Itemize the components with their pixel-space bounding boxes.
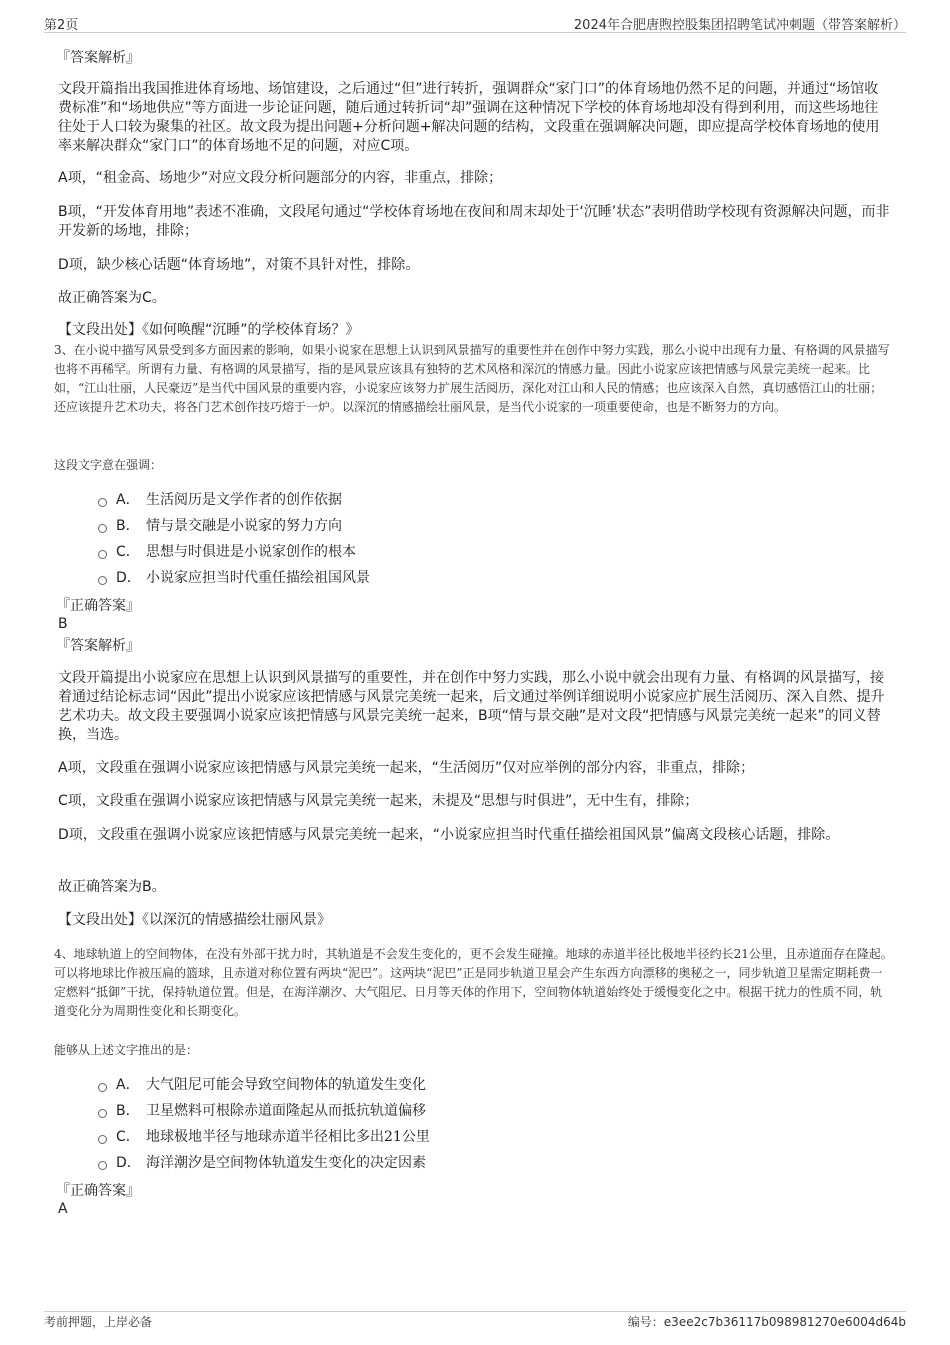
option-text: 生活阅历是文学作者的创作依据 [146, 492, 342, 508]
option-a-analysis: A项，“租金高、场地少”对应文段分析问题部分的内容，非重点，排除； [58, 170, 503, 186]
option-c-analysis: C项，文段重在强调小说家应该把情感与风景完美统一起来，未提及“思想与时俱进”，无中生有，排除； [58, 793, 699, 809]
option-letter: B． [116, 518, 140, 534]
option-letter: C． [116, 544, 140, 560]
correct-answer: B [58, 616, 68, 632]
radio-icon[interactable] [98, 498, 107, 507]
option-text: 大气阻尼可能会导致空间物体的轨道发生变化 [146, 1077, 426, 1093]
source-citation: 【文段出处】《如何唤醒“沉睡”的学校体育场？》 [58, 322, 360, 338]
footer-divider [44, 1311, 906, 1312]
question-4-prompt: 能够从上述文字推出的是： [54, 1043, 199, 1057]
option-letter: D． [116, 1155, 141, 1171]
document-id: 编号：e3ee2c7b36117b098981270e6004d64b [627, 1315, 906, 1329]
option-text: 海洋潮汐是空间物体轨道发生变化的决定因素 [146, 1155, 426, 1171]
analysis-text: 文段开篇指出我国推进体育场地、场馆建设，之后通过“但”进行转折，强调群众“家门口”的体育场地仍然不足的问题，并通过“场馆收费标准”和“场地供应”等方面进一步论证问题，随后通过转折词“却”强调在这种情况下学校的体育场地却没有得到利用，而这些场地往往处于人口较为聚集的社区。故文段为提出问题+分析问题+解决问题的结构，文段重在强调解决问题，即应提高学校体育场地的使用率来解决群众“家门口”的体育场地不足的问题，对应C项。 [58, 81, 880, 154]
option-a-analysis: A项，文段重在强调小说家应该把情感与风景完美统一起来，“生活阅历”仅对应举例的部分内容，非重点，排除； [58, 760, 755, 776]
option-letter: A． [116, 492, 140, 508]
option-letter: D． [116, 570, 141, 586]
radio-icon[interactable] [98, 524, 107, 533]
analysis-heading: 『答案解析』 [56, 50, 140, 66]
answer-conclusion: 故正确答案为C。 [58, 290, 166, 306]
radio-icon[interactable] [98, 1109, 107, 1118]
option-d-analysis: D项，文段重在强调小说家应该把情感与风景完美统一起来，“小说家应担当时代重任描绘祖国风景”偏离文段核心话题，排除。 [58, 827, 840, 843]
answer-heading: 『正确答案』 [56, 598, 140, 614]
q3-option-a[interactable] [98, 490, 342, 510]
question-3-prompt: 这段文字意在强调： [54, 458, 163, 472]
option-letter: B． [116, 1103, 140, 1119]
question-3-stem: 3、在小说中描写风景受到多方面因素的影响，如果小说家在思想上认识到风景描写的重要性并在创作中努力实践，那么小说中出现有力量、有格调的风景描写也将不再稀罕。所谓有力量、有格调的风景描写，指的是风景应该具有独特的艺术风格和深沉的情感力量。因此小说家应该把情感与风景完美统一起来。比如，“江山壮丽，人民豪迈”是当代中国风景的重要内容，小说家应该努力扩展生活阅历，深化对江山和人民的情感；也应该深入自然，真切感悟江山的壮丽；还应该提升艺术功夫，将各门艺术创作技巧熔于一炉。以深沉的情感描绘壮丽风景，是当代小说家的一项重要使命，也是不断努力的方向。 [54, 343, 890, 414]
radio-icon[interactable] [98, 576, 107, 585]
source-citation: 【文段出处】《以深沉的情感描绘壮丽风景》 [58, 912, 331, 928]
question-4-stem: 4、地球轨道上的空间物体，在没有外部干扰力时，其轨道是不会发生变化的，更不会发生碰撞。地球的赤道半径比极地半径约长21公里，且赤道面存在隆起。可以将地球比作被压扁的篮球，且赤道对称位置有两块“泥巴”。这两块“泥巴”正是同步轨道卫星会产生东西方向漂移的奥秘之一，同步轨道卫星需定期耗费一定燃料“抵御”干扰，保持轨道位置。但是，在海洋潮汐、大气阻尼、日月等天体的作用下，空间物体轨道始终处于缓慢变化之中。根据干扰力的性质不同，轨道变化分为周期性变化和长期变化。 [54, 947, 893, 1018]
option-text: 卫星燃料可根除赤道面隆起从而抵抗轨道偏移 [146, 1103, 426, 1119]
option-text: 思想与时俱进是小说家创作的根本 [146, 544, 356, 560]
footer-slogan: 考前押题，上岸必备 [44, 1315, 153, 1329]
option-text: 情与景交融是小说家的努力方向 [146, 518, 342, 534]
q3-option-c[interactable] [98, 542, 356, 562]
option-letter: A． [116, 1077, 140, 1093]
analysis-text: 文段开篇提出小说家应在思想上认识到风景描写的重要性，并在创作中努力实践，那么小说中就会出现有力量、有格调的风景描写，接着通过结论标志词“因此”提出小说家应该把情感与风景完美统一起来，后文通过举例详细说明小说家应扩展生活阅历、深入自然、提升艺术功夫。故文段主要强调小说家应该把情感与风景完美统一起来，B项“情与景交融”是对文段“把情感与风景完美统一起来”的同义替换，当选。 [58, 670, 885, 743]
q3-option-d[interactable] [98, 568, 370, 588]
analysis-heading: 『答案解析』 [56, 638, 140, 654]
document-title: 2024年合肥唐煦控股集团招聘笔试冲刺题（带答案解析） [573, 18, 906, 33]
option-letter: C． [116, 1129, 140, 1145]
q4-option-d[interactable] [98, 1153, 426, 1173]
answer-conclusion: 故正确答案为B。 [58, 879, 166, 895]
radio-icon[interactable] [98, 550, 107, 559]
option-text: 小说家应担当时代重任描绘祖国风景 [146, 570, 370, 586]
q3-option-b[interactable] [98, 516, 342, 536]
q4-option-b[interactable] [98, 1101, 426, 1121]
radio-icon[interactable] [98, 1083, 107, 1092]
q4-option-a[interactable] [98, 1075, 426, 1095]
option-b-analysis: B项，“开发体育用地”表述不准确，文段尾句通过“学校体育场地在夜间和周末却处于‘沉睡’状态”表明借助学校现有资源解决问题，而非开发新的场地，排除； [58, 204, 890, 239]
option-d-analysis: D项，缺少核心话题“体育场地”，对策不具针对性，排除。 [58, 257, 420, 273]
page-number: 第2页 [44, 18, 79, 33]
correct-answer: A [58, 1201, 68, 1217]
radio-icon[interactable] [98, 1161, 107, 1170]
q4-option-c[interactable] [98, 1127, 430, 1147]
option-text: 地球极地半径与地球赤道半径相比多出21公里 [146, 1129, 430, 1145]
header-divider [44, 32, 906, 33]
radio-icon[interactable] [98, 1135, 107, 1144]
answer-heading: 『正确答案』 [56, 1183, 140, 1199]
